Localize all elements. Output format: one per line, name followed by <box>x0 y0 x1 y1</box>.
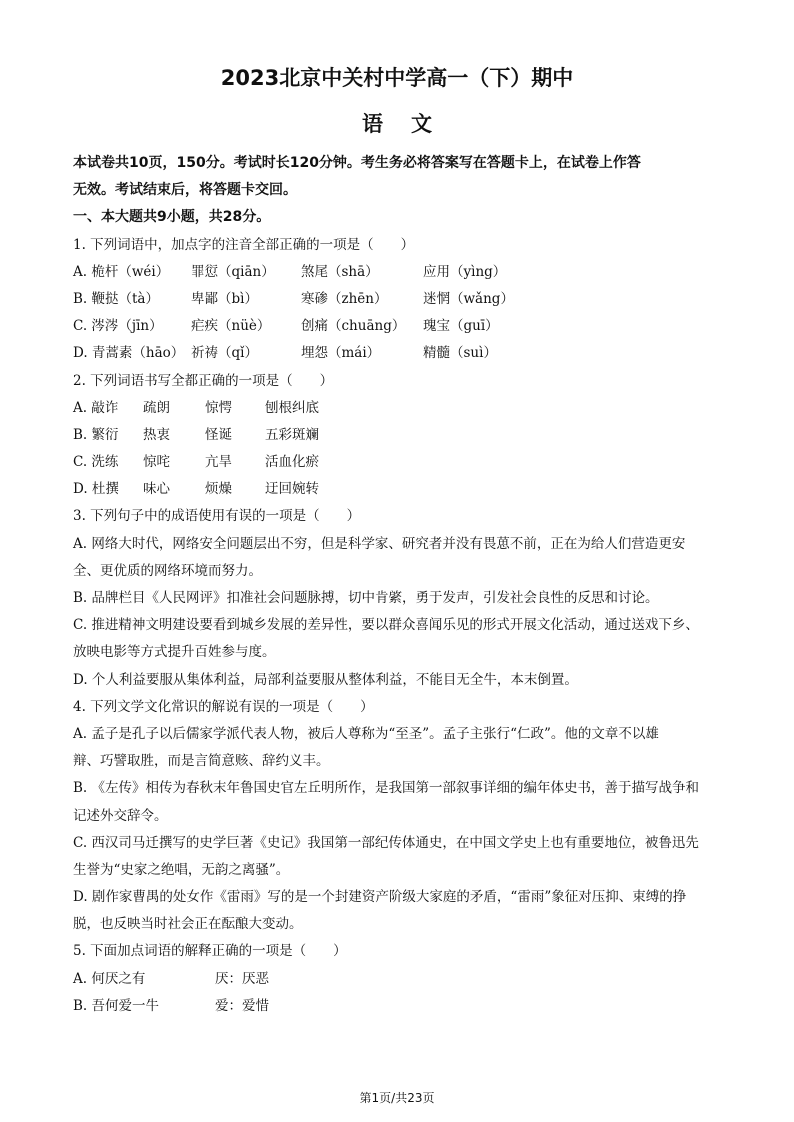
subject-title: 语文 <box>362 112 460 136</box>
q2-d-4: 迂回婉转 <box>265 481 319 498</box>
q2-d-2: 味心 <box>143 481 170 498</box>
q1-option-d <box>73 340 721 367</box>
q1-c-4: 瑰宝（guī） <box>423 318 499 335</box>
q1-c-1: C. 涔涔（jīn） <box>73 318 163 335</box>
q2-b-4: 五彩斑斓 <box>265 426 319 443</box>
q4-line-5: C. 西汉司马迁撰写的史学巨著《史记》我国第一部纪传体通史，在中国文学史上也有重要地位，被鲁迅先 <box>73 834 699 851</box>
q1-option-c <box>73 313 721 340</box>
q2-b-1: B. 繁衍 <box>73 426 119 443</box>
q3-line-5: 放映电影等方式提升百姓参与度。 <box>73 644 276 661</box>
q1-c-2: 疟疾（nüè） <box>191 318 271 335</box>
exam-body <box>73 150 721 1020</box>
q2-c-3: 亢旱 <box>205 454 232 471</box>
q5-a-phrase: A. 何厌之有 <box>73 970 146 987</box>
q1-d-4: 精髓（suì） <box>423 345 497 362</box>
q2-c-1: C. 洗练 <box>73 454 119 471</box>
section-title: 一、本大题共9小题，共28分。 <box>73 209 271 226</box>
q1-a-2: 罪愆（qiān） <box>191 263 275 280</box>
q3-line-4: C. 推进精神文明建设要看到城乡发展的差异性，要以群众喜闻乐见的形式开展文化活动，通过送戏下乡、 <box>73 617 699 634</box>
q4-line-2: 辩、巧譬取胜，而是言简意赅、辞约义丰。 <box>73 753 330 770</box>
q1-d-1: D. 青蒿素（hāo） <box>73 345 185 362</box>
q3-line-1: A. 网络大时代，网络安全问题层出不穷，但是科学家、研究者并没有畏葸不前，正在为给人们营造更安 <box>73 535 686 552</box>
q1-a-4: 应用（yìng） <box>423 263 507 280</box>
instructions-line-2: 无效。考试结束后，将答题卡交回。 <box>73 182 297 199</box>
instructions-line-1: 本试卷共10页，150分。考试时长120分钟。考生务必将答案写在答题卡上，在试卷上作答 <box>73 155 641 171</box>
q4-line-7: D. 剧作家曹禺的处女作《雷雨》写的是一个封建资产阶级大家庭的矛盾，“雷雨”象征对压抑、束缚的挣 <box>73 889 687 906</box>
q1-d-2: 祈祷（qǐ） <box>191 345 258 362</box>
q5-stem: 5. 下面加点词语的解释正确的一项是（ ） <box>73 943 347 960</box>
page-number: 第1页/共23页 <box>359 1091 435 1105</box>
q2-option-a <box>73 395 721 422</box>
q4-stem: 4. 下列文学文化常识的解说有误的一项是（ ） <box>73 698 374 715</box>
q1-option-a <box>73 259 721 286</box>
q4-line-3: B. 《左传》相传为春秋末年鲁国史官左丘明所作，是我国第一部叙事详细的编年体史书，善于描写战争和 <box>73 780 700 797</box>
q2-d-3: 烦燥 <box>205 481 232 498</box>
q3-line-6: D. 个人利益要服从集体利益，局部利益要服从整体利益，不能目无全牛，本末倒置。 <box>73 671 578 688</box>
q4-line-4: 记述外交辞令。 <box>73 807 168 824</box>
q5-b-phrase: B. 吾何爱一牛 <box>73 997 160 1014</box>
q2-a-3: 惊愕 <box>205 399 232 416</box>
q1-a-1: A. 桅杆（wéi） <box>73 263 170 280</box>
q1-b-1: B. 鞭挞（tà） <box>73 290 159 307</box>
q2-d-1: D. 杜撰 <box>73 481 119 498</box>
q3-stem: 3. 下列句子中的成语使用有误的一项是（ ） <box>73 508 361 525</box>
q2-stem: 2. 下列词语书写全都正确的一项是（ ） <box>73 372 334 389</box>
q2-a-4: 刨根纠底 <box>265 399 319 416</box>
q2-b-2: 热衷 <box>143 426 170 443</box>
q2-c-2: 惊咤 <box>143 454 170 471</box>
q4-line-1: A. 孟子是孔子以后儒家学派代表人物，被后人尊称为“至圣”。孟子主张行“仁政”。他的文章不以雄 <box>73 725 659 742</box>
q1-b-2: 卑鄙（bì） <box>191 290 258 307</box>
q1-d-3: 埋怨（mái） <box>301 345 381 362</box>
q4-line-6: 生誉为“史家之绝唱，无韵之离骚”。 <box>73 861 290 878</box>
q1-b-4: 迷惘（wǎng） <box>423 290 514 307</box>
q5-a-explain: 厌：厌恶 <box>215 970 269 987</box>
q3-line-3: B. 品牌栏目《人民网评》扣准社会问题脉搏，切中肯綮，勇于发声，引发社会良性的反思和讨论。 <box>73 590 659 606</box>
q2-option-c <box>73 449 721 476</box>
q2-option-d <box>73 476 721 503</box>
q5-option-a <box>73 966 721 993</box>
q1-c-3: 创痛（chuāng） <box>301 318 406 335</box>
q4-line-8: 脱，也反映当时社会正在酝酿大变动。 <box>73 916 303 933</box>
q1-stem: 1. 下列词语中，加点字的注音全部正确的一项是（ ） <box>73 236 415 253</box>
exam-title: 2023北京中关村中学高一（下）期中 <box>220 66 574 90</box>
q2-c-4: 活血化瘀 <box>265 454 319 471</box>
q1-b-3: 寒碜（zhēn） <box>301 290 388 307</box>
q2-a-1: A. 敲诈 <box>73 399 119 416</box>
q5-option-b <box>73 993 721 1020</box>
q2-option-b <box>73 422 721 449</box>
q1-a-3: 煞尾（shā） <box>301 263 379 280</box>
q1-option-b <box>73 286 721 313</box>
q5-b-explain: 爱：爱惜 <box>215 997 269 1014</box>
q3-line-2: 全、更优质的网络环境而努力。 <box>73 562 262 579</box>
q2-b-3: 怪诞 <box>205 426 232 443</box>
q2-a-2: 疏朗 <box>143 399 170 416</box>
